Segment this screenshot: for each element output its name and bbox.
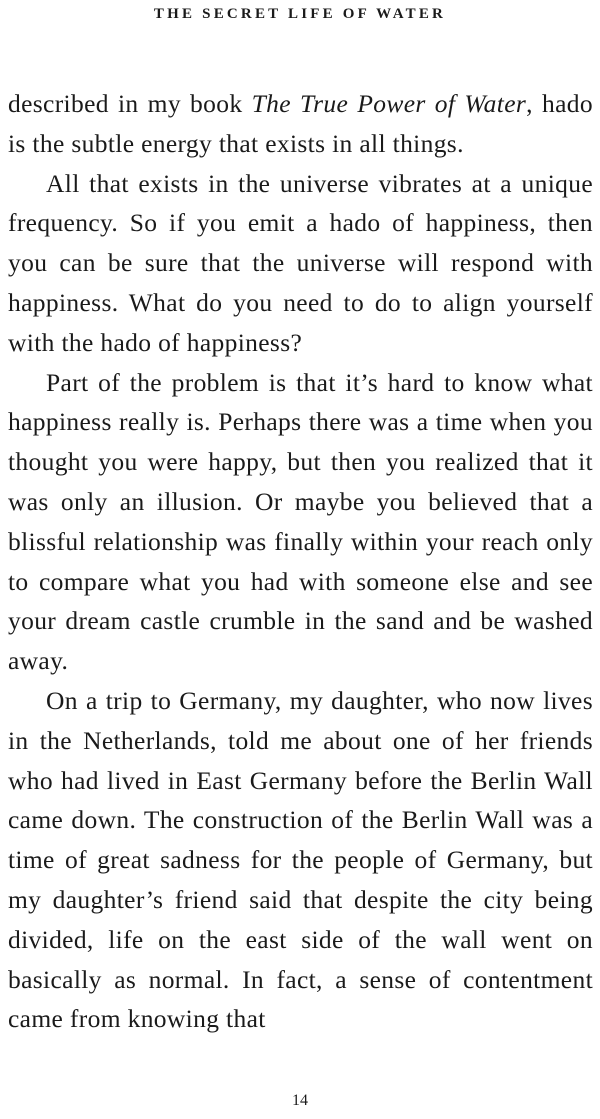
book-title: The True Power of Water [251, 89, 527, 118]
paragraph-1-text-start: described in my book [8, 89, 252, 118]
paragraph-3: Part of the problem is that it’s hard to know what happiness really is. Perhaps there was a time when you thought you were happy, but then you realized that it was only an illusion. Or maybe you believed that a blissful relationship was finally within your reach only to compare what you had with someone else and see your dream castle crumble in the sand and be washed away. [8, 367, 593, 676]
paragraph-1-text-end: , hado is the subtle energy that exists in all things. [8, 89, 593, 158]
paragraph-1 [8, 84, 593, 164]
page-number: 14 [292, 1092, 308, 1109]
paragraph-2: All that exists in the universe vibrates at a unique frequency. So if you emit a hado of happiness, then you can be sure that the universe will respond with happiness. What do you need to do to align yourself with the hado of happiness? [8, 168, 593, 357]
running-head: THE SECRET LIFE OF WATER [153, 6, 447, 22]
paragraph-4: On a trip to Germany, my daughter, who now lives in the Netherlands, told me about one of her friends who had lived in East Germany before the Berlin Wall came down. The construction of the Berlin Wall was a time of great sadness for the people of Germany, but my daughter’s friend said that despite the city being divided, life on the east side of the wall went on basically as normal. In fact, a sense of contentment came from knowing that [8, 685, 593, 1034]
body-text [8, 84, 593, 1039]
